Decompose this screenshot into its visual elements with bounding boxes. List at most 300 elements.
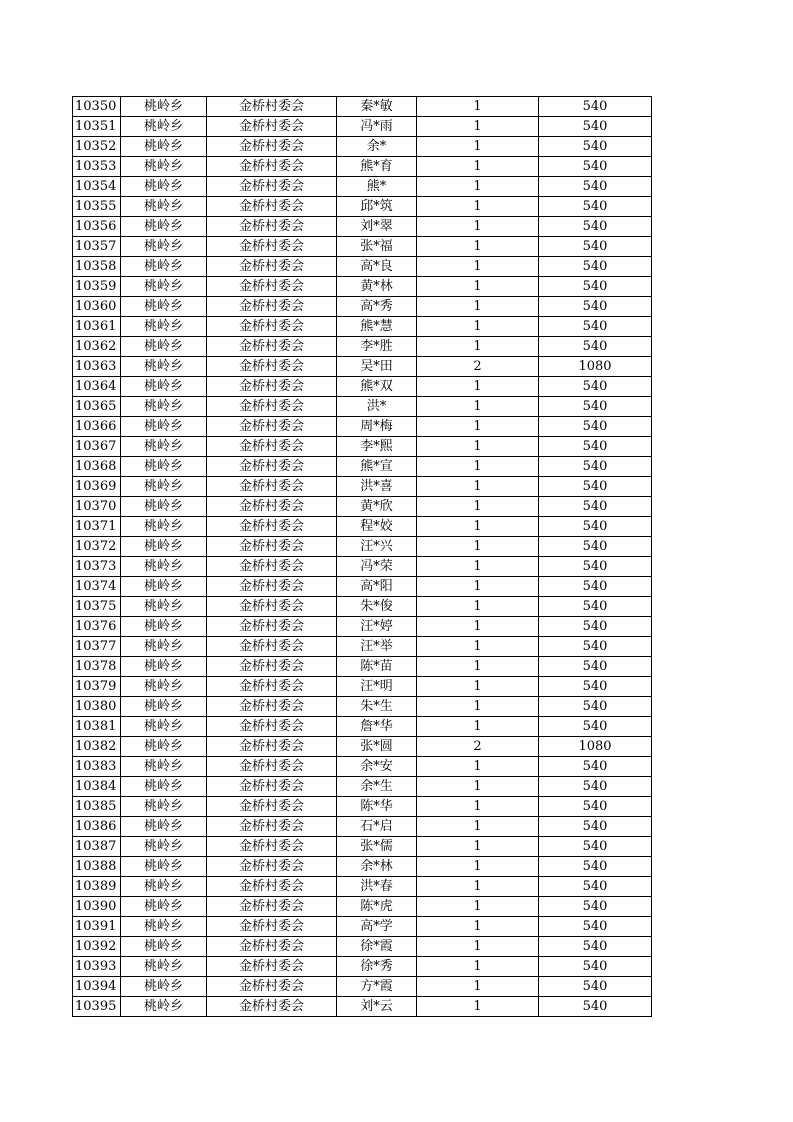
table-row — [73, 137, 652, 157]
village-committee-cell: 金桥村委会 — [207, 957, 337, 977]
village-committee-cell: 金桥村委会 — [207, 617, 337, 637]
township-cell: 桃岭乡 — [121, 237, 207, 257]
amount-cell: 540 — [539, 717, 652, 737]
table-row — [73, 297, 652, 317]
record-id-cell: 10370 — [73, 497, 121, 517]
village-committee-cell: 金桥村委会 — [207, 137, 337, 157]
record-id-cell: 10357 — [73, 237, 121, 257]
count-cell: 1 — [417, 317, 539, 337]
table-row — [73, 957, 652, 977]
table-row — [73, 757, 652, 777]
amount-cell: 540 — [539, 157, 652, 177]
person-name-cell: 余*安 — [337, 757, 417, 777]
village-committee-cell: 金桥村委会 — [207, 437, 337, 457]
person-name-cell: 吴*田 — [337, 357, 417, 377]
person-name-cell: 刘*翠 — [337, 217, 417, 237]
amount-cell: 540 — [539, 937, 652, 957]
count-cell: 1 — [417, 277, 539, 297]
record-id-cell: 10369 — [73, 477, 121, 497]
village-committee-cell: 金桥村委会 — [207, 557, 337, 577]
village-committee-cell: 金桥村委会 — [207, 377, 337, 397]
amount-cell: 540 — [539, 917, 652, 937]
record-id-cell: 10385 — [73, 797, 121, 817]
count-cell: 1 — [417, 937, 539, 957]
record-id-cell: 10382 — [73, 737, 121, 757]
village-committee-cell: 金桥村委会 — [207, 457, 337, 477]
count-cell: 1 — [417, 597, 539, 617]
township-cell: 桃岭乡 — [121, 557, 207, 577]
amount-cell: 540 — [539, 597, 652, 617]
amount-cell: 540 — [539, 297, 652, 317]
person-name-cell: 石*启 — [337, 817, 417, 837]
village-committee-cell: 金桥村委会 — [207, 357, 337, 377]
amount-cell: 540 — [539, 97, 652, 117]
township-cell: 桃岭乡 — [121, 217, 207, 237]
village-committee-cell: 金桥村委会 — [207, 897, 337, 917]
person-name-cell: 邱*筑 — [337, 197, 417, 217]
subsidy-table — [72, 96, 652, 1017]
table-row — [73, 797, 652, 817]
township-cell: 桃岭乡 — [121, 837, 207, 857]
township-cell: 桃岭乡 — [121, 357, 207, 377]
person-name-cell: 洪* — [337, 397, 417, 417]
amount-cell: 540 — [539, 877, 652, 897]
table-row — [73, 677, 652, 697]
village-committee-cell: 金桥村委会 — [207, 397, 337, 417]
count-cell: 1 — [417, 197, 539, 217]
township-cell: 桃岭乡 — [121, 977, 207, 997]
township-cell: 桃岭乡 — [121, 897, 207, 917]
person-name-cell: 洪*春 — [337, 877, 417, 897]
table-row — [73, 437, 652, 457]
count-cell: 1 — [417, 717, 539, 737]
amount-cell: 540 — [539, 177, 652, 197]
township-cell: 桃岭乡 — [121, 317, 207, 337]
amount-cell: 540 — [539, 857, 652, 877]
count-cell: 1 — [417, 117, 539, 137]
record-id-cell: 10353 — [73, 157, 121, 177]
record-id-cell: 10356 — [73, 217, 121, 237]
person-name-cell: 张*福 — [337, 237, 417, 257]
count-cell: 2 — [417, 737, 539, 757]
record-id-cell: 10362 — [73, 337, 121, 357]
village-committee-cell: 金桥村委会 — [207, 677, 337, 697]
count-cell: 1 — [417, 137, 539, 157]
table-row — [73, 397, 652, 417]
amount-cell: 540 — [539, 837, 652, 857]
amount-cell: 540 — [539, 417, 652, 437]
amount-cell: 540 — [539, 137, 652, 157]
table-row — [73, 597, 652, 617]
amount-cell: 540 — [539, 337, 652, 357]
township-cell: 桃岭乡 — [121, 397, 207, 417]
count-cell: 1 — [417, 417, 539, 437]
person-name-cell: 张*圆 — [337, 737, 417, 757]
person-name-cell: 张*儒 — [337, 837, 417, 857]
person-name-cell: 李*胜 — [337, 337, 417, 357]
table-row — [73, 357, 652, 377]
village-committee-cell: 金桥村委会 — [207, 737, 337, 757]
person-name-cell: 高*学 — [337, 917, 417, 937]
person-name-cell: 汪*明 — [337, 677, 417, 697]
village-committee-cell: 金桥村委会 — [207, 697, 337, 717]
table-row — [73, 497, 652, 517]
record-id-cell: 10366 — [73, 417, 121, 437]
township-cell: 桃岭乡 — [121, 757, 207, 777]
table-row — [73, 877, 652, 897]
table-row — [73, 237, 652, 257]
person-name-cell: 周*梅 — [337, 417, 417, 437]
record-id-cell: 10384 — [73, 777, 121, 797]
record-id-cell: 10378 — [73, 657, 121, 677]
village-committee-cell: 金桥村委会 — [207, 237, 337, 257]
village-committee-cell: 金桥村委会 — [207, 97, 337, 117]
township-cell: 桃岭乡 — [121, 997, 207, 1017]
count-cell: 1 — [417, 517, 539, 537]
record-id-cell: 10388 — [73, 857, 121, 877]
township-cell: 桃岭乡 — [121, 417, 207, 437]
township-cell: 桃岭乡 — [121, 517, 207, 537]
count-cell: 1 — [417, 397, 539, 417]
township-cell: 桃岭乡 — [121, 937, 207, 957]
record-id-cell: 10383 — [73, 757, 121, 777]
count-cell: 1 — [417, 477, 539, 497]
village-committee-cell: 金桥村委会 — [207, 517, 337, 537]
person-name-cell: 洪*喜 — [337, 477, 417, 497]
table-row — [73, 837, 652, 857]
record-id-cell: 10373 — [73, 557, 121, 577]
person-name-cell: 熊* — [337, 177, 417, 197]
person-name-cell: 陈*虎 — [337, 897, 417, 917]
village-committee-cell: 金桥村委会 — [207, 537, 337, 557]
count-cell: 1 — [417, 957, 539, 977]
township-cell: 桃岭乡 — [121, 477, 207, 497]
table-row — [73, 377, 652, 397]
table-row — [73, 337, 652, 357]
count-cell: 1 — [417, 157, 539, 177]
table-row — [73, 737, 652, 757]
village-committee-cell: 金桥村委会 — [207, 277, 337, 297]
count-cell: 1 — [417, 817, 539, 837]
count-cell: 1 — [417, 757, 539, 777]
township-cell: 桃岭乡 — [121, 717, 207, 737]
township-cell: 桃岭乡 — [121, 197, 207, 217]
amount-cell: 540 — [539, 817, 652, 837]
table-row — [73, 217, 652, 237]
township-cell: 桃岭乡 — [121, 917, 207, 937]
township-cell: 桃岭乡 — [121, 737, 207, 757]
village-committee-cell: 金桥村委会 — [207, 837, 337, 857]
person-name-cell: 陈*苗 — [337, 657, 417, 677]
record-id-cell: 10371 — [73, 517, 121, 537]
amount-cell: 540 — [539, 237, 652, 257]
amount-cell: 540 — [539, 757, 652, 777]
record-id-cell: 10381 — [73, 717, 121, 737]
person-name-cell: 熊*育 — [337, 157, 417, 177]
table-row — [73, 777, 652, 797]
count-cell: 1 — [417, 857, 539, 877]
record-id-cell: 10376 — [73, 617, 121, 637]
count-cell: 1 — [417, 677, 539, 697]
person-name-cell: 李*熙 — [337, 437, 417, 457]
table-row — [73, 637, 652, 657]
amount-cell: 540 — [539, 317, 652, 337]
record-id-cell: 10367 — [73, 437, 121, 457]
amount-cell: 540 — [539, 397, 652, 417]
record-id-cell: 10352 — [73, 137, 121, 157]
record-id-cell: 10393 — [73, 957, 121, 977]
township-cell: 桃岭乡 — [121, 497, 207, 517]
township-cell: 桃岭乡 — [121, 297, 207, 317]
count-cell: 1 — [417, 297, 539, 317]
table-row — [73, 617, 652, 637]
count-cell: 1 — [417, 377, 539, 397]
township-cell: 桃岭乡 — [121, 337, 207, 357]
record-id-cell: 10380 — [73, 697, 121, 717]
record-id-cell: 10360 — [73, 297, 121, 317]
village-committee-cell: 金桥村委会 — [207, 117, 337, 137]
table-row — [73, 917, 652, 937]
record-id-cell: 10364 — [73, 377, 121, 397]
village-committee-cell: 金桥村委会 — [207, 757, 337, 777]
village-committee-cell: 金桥村委会 — [207, 797, 337, 817]
record-id-cell: 10372 — [73, 537, 121, 557]
township-cell: 桃岭乡 — [121, 817, 207, 837]
table-row — [73, 177, 652, 197]
record-id-cell: 10361 — [73, 317, 121, 337]
person-name-cell: 朱*俊 — [337, 597, 417, 617]
person-name-cell: 熊*双 — [337, 377, 417, 397]
township-cell: 桃岭乡 — [121, 677, 207, 697]
count-cell: 1 — [417, 577, 539, 597]
township-cell: 桃岭乡 — [121, 437, 207, 457]
record-id-cell: 10359 — [73, 277, 121, 297]
count-cell: 1 — [417, 697, 539, 717]
amount-cell: 540 — [539, 477, 652, 497]
person-name-cell: 熊*宣 — [337, 457, 417, 477]
person-name-cell: 陈*华 — [337, 797, 417, 817]
village-committee-cell: 金桥村委会 — [207, 477, 337, 497]
village-committee-cell: 金桥村委会 — [207, 817, 337, 837]
amount-cell: 1080 — [539, 357, 652, 377]
person-name-cell: 朱*生 — [337, 697, 417, 717]
count-cell: 1 — [417, 977, 539, 997]
count-cell: 1 — [417, 497, 539, 517]
record-id-cell: 10374 — [73, 577, 121, 597]
village-committee-cell: 金桥村委会 — [207, 197, 337, 217]
record-id-cell: 10377 — [73, 637, 121, 657]
person-name-cell: 詹*华 — [337, 717, 417, 737]
count-cell: 1 — [417, 917, 539, 937]
count-cell: 1 — [417, 257, 539, 277]
village-committee-cell: 金桥村委会 — [207, 337, 337, 357]
count-cell: 1 — [417, 657, 539, 677]
count-cell: 1 — [417, 177, 539, 197]
township-cell: 桃岭乡 — [121, 857, 207, 877]
count-cell: 1 — [417, 837, 539, 857]
record-id-cell: 10375 — [73, 597, 121, 617]
record-id-cell: 10363 — [73, 357, 121, 377]
record-id-cell: 10391 — [73, 917, 121, 937]
record-id-cell: 10390 — [73, 897, 121, 917]
count-cell: 1 — [417, 557, 539, 577]
village-committee-cell: 金桥村委会 — [207, 577, 337, 597]
person-name-cell: 刘*云 — [337, 997, 417, 1017]
village-committee-cell: 金桥村委会 — [207, 597, 337, 617]
record-id-cell: 10350 — [73, 97, 121, 117]
township-cell: 桃岭乡 — [121, 657, 207, 677]
village-committee-cell: 金桥村委会 — [207, 177, 337, 197]
table-row — [73, 197, 652, 217]
village-committee-cell: 金桥村委会 — [207, 297, 337, 317]
amount-cell: 540 — [539, 897, 652, 917]
count-cell: 1 — [417, 797, 539, 817]
table-row — [73, 417, 652, 437]
count-cell: 1 — [417, 237, 539, 257]
record-id-cell: 10394 — [73, 977, 121, 997]
count-cell: 1 — [417, 537, 539, 557]
count-cell: 1 — [417, 457, 539, 477]
township-cell: 桃岭乡 — [121, 277, 207, 297]
table-row — [73, 117, 652, 137]
village-committee-cell: 金桥村委会 — [207, 777, 337, 797]
township-cell: 桃岭乡 — [121, 457, 207, 477]
person-name-cell: 高*阳 — [337, 577, 417, 597]
count-cell: 1 — [417, 777, 539, 797]
township-cell: 桃岭乡 — [121, 797, 207, 817]
table-row — [73, 717, 652, 737]
amount-cell: 540 — [539, 797, 652, 817]
table-row — [73, 517, 652, 537]
table-row — [73, 857, 652, 877]
person-name-cell: 余*生 — [337, 777, 417, 797]
person-name-cell: 汪*兴 — [337, 537, 417, 557]
township-cell: 桃岭乡 — [121, 117, 207, 137]
amount-cell: 540 — [539, 697, 652, 717]
table-row — [73, 277, 652, 297]
village-committee-cell: 金桥村委会 — [207, 257, 337, 277]
count-cell: 1 — [417, 337, 539, 357]
amount-cell: 540 — [539, 777, 652, 797]
township-cell: 桃岭乡 — [121, 877, 207, 897]
person-name-cell: 冯*荣 — [337, 557, 417, 577]
count-cell: 1 — [417, 217, 539, 237]
amount-cell: 1080 — [539, 737, 652, 757]
table-row — [73, 317, 652, 337]
village-committee-cell: 金桥村委会 — [207, 937, 337, 957]
amount-cell: 540 — [539, 617, 652, 637]
count-cell: 1 — [417, 97, 539, 117]
person-name-cell: 程*姣 — [337, 517, 417, 537]
village-committee-cell: 金桥村委会 — [207, 417, 337, 437]
record-id-cell: 10395 — [73, 997, 121, 1017]
township-cell: 桃岭乡 — [121, 577, 207, 597]
person-name-cell: 冯*雨 — [337, 117, 417, 137]
person-name-cell: 黄*欣 — [337, 497, 417, 517]
amount-cell: 540 — [539, 457, 652, 477]
person-name-cell: 熊*慧 — [337, 317, 417, 337]
count-cell: 1 — [417, 897, 539, 917]
village-committee-cell: 金桥村委会 — [207, 997, 337, 1017]
record-id-cell: 10386 — [73, 817, 121, 837]
table-row — [73, 257, 652, 277]
township-cell: 桃岭乡 — [121, 537, 207, 557]
person-name-cell: 秦*敏 — [337, 97, 417, 117]
amount-cell: 540 — [539, 977, 652, 997]
township-cell: 桃岭乡 — [121, 617, 207, 637]
township-cell: 桃岭乡 — [121, 97, 207, 117]
amount-cell: 540 — [539, 557, 652, 577]
table-row — [73, 897, 652, 917]
record-id-cell: 10387 — [73, 837, 121, 857]
record-id-cell: 10368 — [73, 457, 121, 477]
amount-cell: 540 — [539, 537, 652, 557]
township-cell: 桃岭乡 — [121, 377, 207, 397]
amount-cell: 540 — [539, 997, 652, 1017]
village-committee-cell: 金桥村委会 — [207, 877, 337, 897]
table-row — [73, 97, 652, 117]
village-committee-cell: 金桥村委会 — [207, 717, 337, 737]
village-committee-cell: 金桥村委会 — [207, 497, 337, 517]
record-id-cell: 10355 — [73, 197, 121, 217]
village-committee-cell: 金桥村委会 — [207, 157, 337, 177]
table-row — [73, 537, 652, 557]
person-name-cell: 方*霞 — [337, 977, 417, 997]
table-row — [73, 157, 652, 177]
amount-cell: 540 — [539, 497, 652, 517]
count-cell: 2 — [417, 357, 539, 377]
table-row — [73, 997, 652, 1017]
record-id-cell: 10351 — [73, 117, 121, 137]
record-id-cell: 10389 — [73, 877, 121, 897]
record-id-cell: 10358 — [73, 257, 121, 277]
person-name-cell: 高*良 — [337, 257, 417, 277]
table-row — [73, 577, 652, 597]
amount-cell: 540 — [539, 657, 652, 677]
village-committee-cell: 金桥村委会 — [207, 857, 337, 877]
village-committee-cell: 金桥村委会 — [207, 917, 337, 937]
person-name-cell: 余* — [337, 137, 417, 157]
village-committee-cell: 金桥村委会 — [207, 637, 337, 657]
amount-cell: 540 — [539, 957, 652, 977]
count-cell: 1 — [417, 437, 539, 457]
record-id-cell: 10354 — [73, 177, 121, 197]
count-cell: 1 — [417, 617, 539, 637]
township-cell: 桃岭乡 — [121, 257, 207, 277]
amount-cell: 540 — [539, 257, 652, 277]
amount-cell: 540 — [539, 517, 652, 537]
count-cell: 1 — [417, 637, 539, 657]
person-name-cell: 徐*霞 — [337, 937, 417, 957]
amount-cell: 540 — [539, 437, 652, 457]
person-name-cell: 高*秀 — [337, 297, 417, 317]
amount-cell: 540 — [539, 377, 652, 397]
table-body — [73, 97, 652, 1017]
amount-cell: 540 — [539, 197, 652, 217]
amount-cell: 540 — [539, 277, 652, 297]
amount-cell: 540 — [539, 577, 652, 597]
amount-cell: 540 — [539, 677, 652, 697]
amount-cell: 540 — [539, 637, 652, 657]
township-cell: 桃岭乡 — [121, 637, 207, 657]
table-row — [73, 937, 652, 957]
township-cell: 桃岭乡 — [121, 957, 207, 977]
table-row — [73, 477, 652, 497]
village-committee-cell: 金桥村委会 — [207, 317, 337, 337]
person-name-cell: 黄*林 — [337, 277, 417, 297]
township-cell: 桃岭乡 — [121, 177, 207, 197]
village-committee-cell: 金桥村委会 — [207, 217, 337, 237]
